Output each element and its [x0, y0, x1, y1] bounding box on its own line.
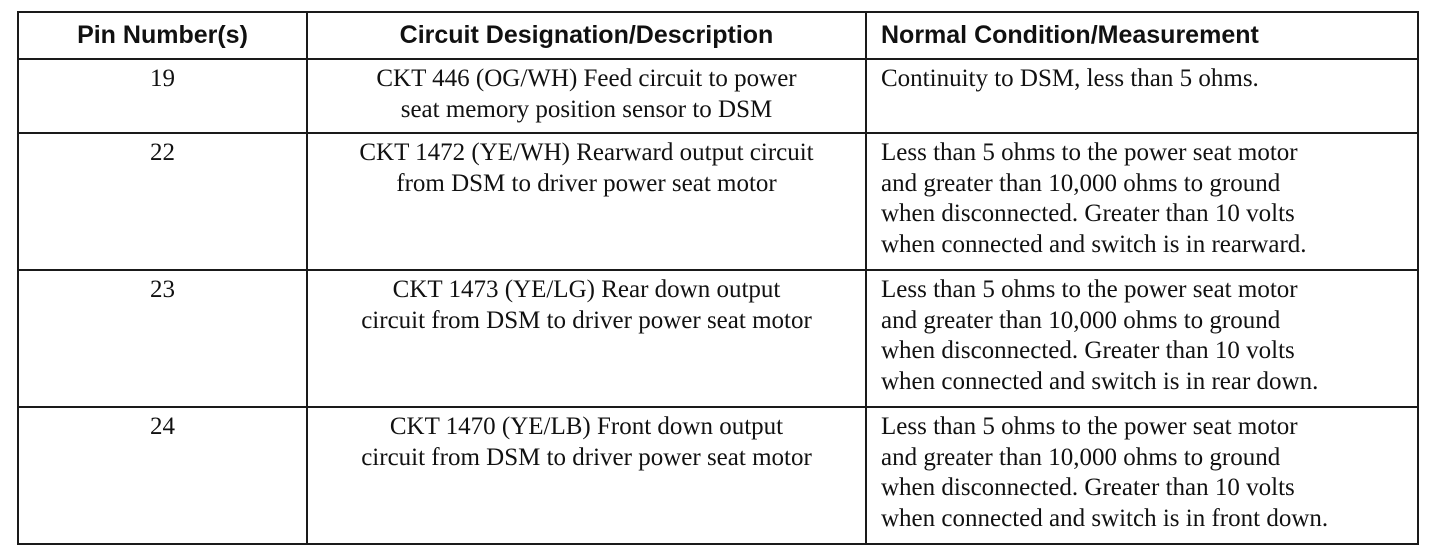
condition-line: when connected and switch is in front down. [881, 504, 1329, 532]
description-line: circuit from DSM to driver power seat motor [361, 443, 812, 471]
condition-line: and greater than 10,000 ohms to ground [881, 443, 1281, 471]
pin-number-cell: 23 [18, 270, 307, 407]
normal-condition-cell [866, 59, 1418, 133]
table-row [18, 133, 1418, 270]
description-line: CKT 1472 (YE/WH) Rearward output circuit [359, 139, 814, 166]
description-line: circuit from DSM to driver power seat motor [361, 306, 812, 334]
condition-line: Less than 5 ohms to the power seat motor [881, 276, 1298, 303]
header-pin-numbers: Pin Number(s) [18, 12, 307, 59]
description-line: CKT 1473 (YE/LG) Rear down output [392, 276, 781, 303]
condition-line: when disconnected. Greater than 10 volts [881, 200, 1295, 227]
condition-line: when disconnected. Greater than 10 volts [881, 474, 1295, 501]
condition-line: Less than 5 ohms to the power seat motor [881, 139, 1298, 166]
table-row [18, 59, 1418, 133]
pin-number-cell: 22 [18, 133, 307, 270]
normal-condition-cell [866, 133, 1418, 270]
table-row [18, 407, 1418, 544]
description-line: CKT 1470 (YE/LB) Front down output [389, 413, 784, 440]
pin-number-cell: 19 [18, 59, 307, 133]
condition-line: Less than 5 ohms to the power seat motor [881, 413, 1298, 440]
circuit-description-cell [307, 270, 866, 407]
normal-condition-cell [866, 407, 1418, 544]
pin-number-cell: 24 [18, 407, 307, 544]
circuit-description-cell [307, 133, 866, 270]
condition-line: when connected and switch is in rearward. [881, 230, 1307, 258]
condition-line: when connected and switch is in rear down. [881, 367, 1319, 395]
table-row [18, 270, 1418, 407]
circuit-description-cell [307, 59, 866, 133]
header-circuit-description: Circuit Designation/Description [307, 12, 866, 59]
condition-line: Continuity to DSM, less than 5 ohms. [881, 65, 1259, 92]
header-row [18, 12, 1418, 59]
description-line: CKT 446 (OG/WH) Feed circuit to power [376, 65, 797, 92]
description-line: seat memory position sensor to DSM [400, 95, 773, 123]
condition-line: and greater than 10,000 ohms to ground [881, 169, 1281, 197]
pin-table [17, 11, 1419, 545]
condition-line: and greater than 10,000 ohms to ground [881, 306, 1281, 334]
description-line: from DSM to driver power seat motor [396, 169, 777, 197]
header-normal-condition: Normal Condition/Measurement [866, 12, 1418, 59]
circuit-description-cell [307, 407, 866, 544]
condition-line: when disconnected. Greater than 10 volts [881, 337, 1295, 364]
normal-condition-cell [866, 270, 1418, 407]
